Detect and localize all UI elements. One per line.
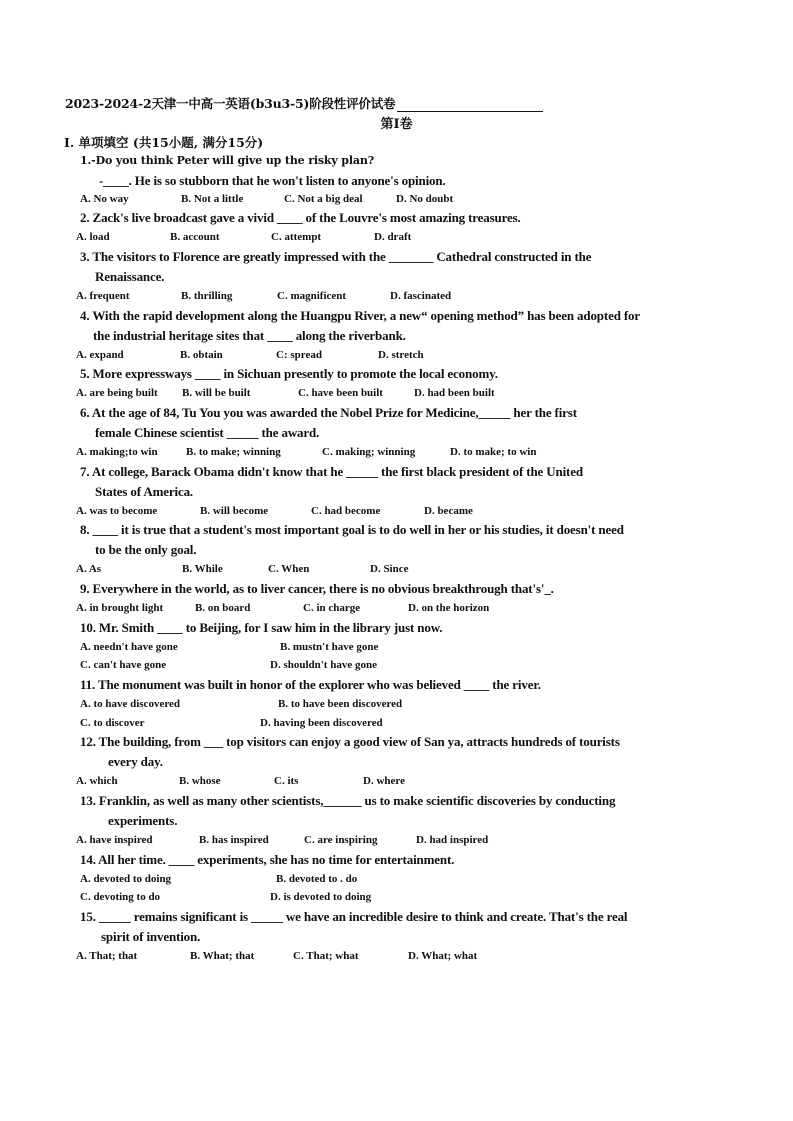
question-11-option-d: D. having been discovered [260, 717, 383, 729]
question-12-option-c: C. its [274, 775, 299, 787]
question-3-option-d: D. fascinated [390, 290, 452, 302]
question-8-option-c: C. When [268, 563, 310, 575]
question-13-stem: 13. Franklin, as well as many other scientists,______ us to make scientific discoveries by conducting [80, 793, 616, 808]
question-10-option-b: B. mustn't have gone [280, 641, 379, 653]
question-11-stem: 11. The monument was built in honor of the explorer who was believed ____ the river. [80, 677, 541, 692]
question-3-continuation: Renaissance. [95, 269, 165, 284]
question-15-option-c: C. That; what [293, 950, 359, 962]
question-2-option-d: D. draft [374, 231, 412, 243]
question-13-continuation: experiments. [108, 813, 178, 828]
question-9-option-a: A. in brought light [76, 602, 164, 614]
question-4-option-d: D. stretch [378, 349, 424, 361]
section-heading: Ⅰ. 单项填空 (共15小题, 满分15分) [64, 135, 264, 150]
question-6-option-a: A. making;to win [76, 446, 158, 458]
question-1-option-a: A. No way [80, 193, 129, 205]
question-12-option-d: D. where [363, 775, 405, 787]
exam-title [65, 94, 543, 112]
question-2-option-b: B. account [170, 231, 220, 243]
question-8-option-d: D. Since [370, 563, 409, 575]
question-9-option-c: C. in charge [303, 602, 361, 614]
question-10-option-d: D. shouldn't have gone [270, 659, 377, 671]
question-8-option-a: A. As [76, 563, 102, 575]
exam-title-text: 2023-2024-2天津一中高一英语(b3u3-5)阶段性评价试卷 [65, 96, 396, 111]
question-3-option-c: C. magnificent [277, 290, 347, 302]
question-10-stem: 10. Mr. Smith ____ to Beijing, for I saw him in the library just now. [80, 620, 443, 635]
question-13-option-d: D. had inspired [416, 834, 489, 846]
question-1-option-b: B. Not a little [181, 193, 244, 205]
question-14-option-b: B. devoted to . do [276, 873, 358, 885]
question-7-stem: 7. At college, Barack Obama didn't know that he _____ the first black president of the United [80, 464, 583, 479]
question-11-option-b: B. to have been discovered [278, 698, 403, 710]
question-6-option-c: C. making; winning [322, 446, 416, 458]
question-13-option-b: B. has inspired [199, 834, 269, 846]
question-9-stem: 9. Everywhere in the world, as to liver cancer, there is no obvious breakthrough that's'_. [80, 581, 554, 596]
question-5-option-a: A. are being built [76, 387, 158, 399]
question-15-option-b: B. What; that [190, 950, 255, 962]
question-12-option-b: B. whose [179, 775, 221, 787]
question-4-option-c: C: spread [276, 349, 322, 361]
question-9-option-b: B. on board [195, 602, 251, 614]
question-15-continuation: spirit of invention. [101, 929, 201, 944]
question-12-stem: 12. The building, from ___ top visitors can enjoy a good view of San ya, attracts hundreds of tourists [80, 734, 620, 749]
question-5-option-c: C. have been built [298, 387, 383, 399]
question-8-stem: 8. ____ it is true that a student's most important goal is to do well in her or his studies, it doesn't need [80, 522, 624, 537]
question-4-option-a: A. expand [76, 349, 124, 361]
question-3-stem: 3. The visitors to Florence are greatly impressed with the _______ Cathedral constructed in the [80, 249, 592, 264]
question-13-option-a: A. have inspired [76, 834, 153, 846]
question-14-option-a: A. devoted to doing [80, 873, 172, 885]
question-4-option-b: B. obtain [180, 349, 223, 361]
question-11-option-c: C. to discover [80, 717, 145, 729]
question-12-continuation: every day. [108, 754, 163, 769]
question-9-option-d: D. on the horizon [408, 602, 490, 614]
question-6-stem: 6. At the age of 84, Tu You you was awarded the Nobel Prize for Medicine,_____ her the first [80, 405, 577, 420]
question-4-continuation: the industrial heritage sites that ____ along the riverbank. [93, 328, 406, 343]
question-1-option-c: C. Not a big deal [284, 193, 363, 205]
question-14-option-c: C. devoting to do [80, 891, 161, 903]
question-3-option-b: B. thrilling [181, 290, 233, 302]
question-8-continuation: to be the only goal. [95, 542, 197, 557]
question-1-continuation: -____. He is so stubborn that he won't listen to anyone's opinion. [99, 173, 446, 188]
question-1-stem: 1.-Do you think Peter will give up the risky plan? [80, 154, 374, 167]
question-3-option-a: A. frequent [76, 290, 130, 302]
question-7-option-c: C. had become [311, 505, 381, 517]
question-14-option-d: D. is devoted to doing [270, 891, 372, 903]
question-7-option-d: D. became [424, 505, 473, 517]
question-1-option-d: D. No doubt [396, 193, 454, 205]
question-10-option-c: C. can't have gone [80, 659, 167, 671]
question-11-option-a: A. to have discovered [80, 698, 181, 710]
question-6-option-b: B. to make; winning [186, 446, 281, 458]
question-2-option-c: C. attempt [271, 231, 322, 243]
question-15-stem: 15. _____ remains significant is _____ we have an incredible desire to think and create. That's the real [80, 909, 628, 924]
question-7-option-b: B. will become [200, 505, 269, 517]
question-14-stem: 14. All her time. ____ experiments, she has no time for entertainment. [80, 852, 455, 867]
volume-label: 第Ⅰ卷 [380, 117, 413, 132]
question-13-option-c: C. are inspiring [304, 834, 378, 846]
question-2-option-a: A. load [76, 231, 110, 243]
question-6-continuation: female Chinese scientist _____ the award. [95, 425, 320, 440]
question-2-stem: 2. Zack's live broadcast gave a vivid ____ of the Louvre's most amazing treasures. [80, 210, 521, 225]
question-7-option-a: A. was to become [76, 505, 158, 517]
question-7-continuation: States of America. [95, 484, 194, 499]
question-15-option-d: D. What; what [408, 950, 478, 962]
question-6-option-d: D. to make; to win [450, 446, 537, 458]
question-4-stem: 4. With the rapid development along the Huangpu River, a new“ opening method” has been adopted for [80, 308, 641, 323]
question-5-option-b: B. will be built [182, 387, 251, 399]
question-8-option-b: B. While [182, 563, 223, 575]
question-5-stem: 5. More expressways ____ in Sichuan presently to promote the local economy. [80, 366, 498, 381]
question-15-option-a: A. That; that [76, 950, 138, 962]
question-10-option-a: A. needn't have gone [80, 641, 178, 653]
question-5-option-d: D. had been built [414, 387, 495, 399]
title-underline [397, 99, 543, 112]
question-12-option-a: A. which [76, 775, 118, 787]
